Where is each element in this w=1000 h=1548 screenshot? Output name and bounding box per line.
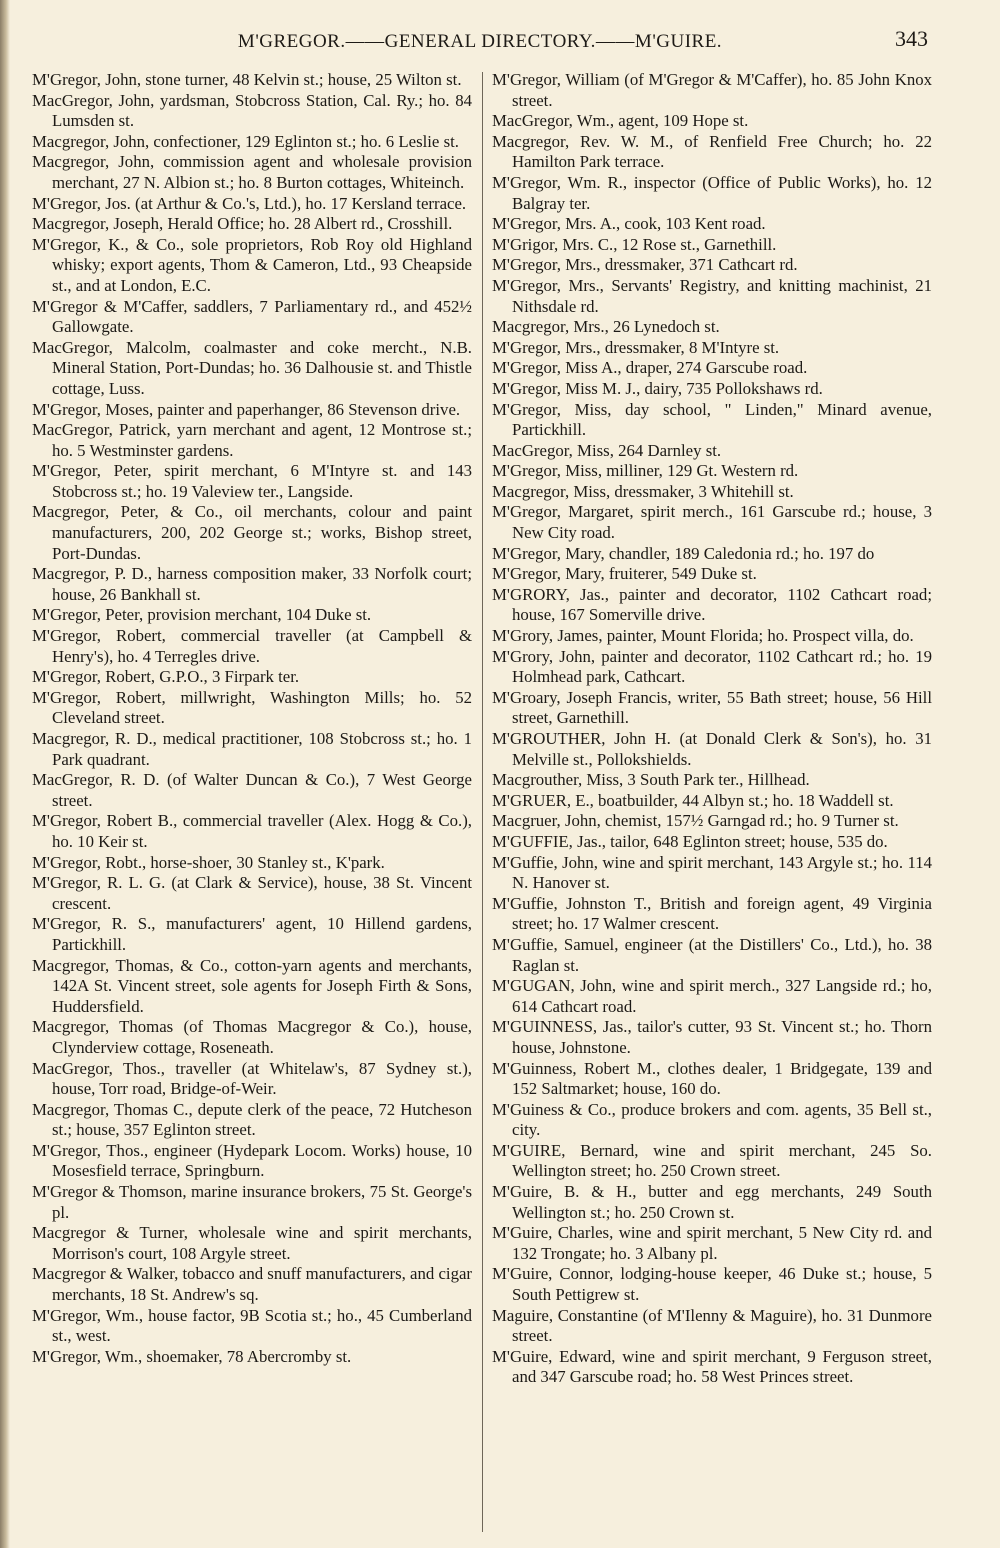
directory-entry: M'GUFFIE, Jas., tailor, 648 Eglinton street; house, 535 do. bbox=[492, 831, 888, 851]
directory-entry: M'Guire, Connor, lodging-house keeper, 46 Duke st.; house, 5 South Pettigrew st. bbox=[492, 1264, 932, 1305]
directory-entry: Macgregor, John, commission agent and wholesale provision merchant, 27 N. Albion st.; ho. 8 Burton cottages, Whiteinch. bbox=[32, 152, 472, 192]
directory-entry: MacGregor, Patrick, yarn merchant and agent, 12 Montrose st.; ho. 5 Westminster gardens. bbox=[32, 420, 472, 460]
directory-entry: M'GRORY, Jas., painter and decorator, 1102 Cathcart road; house, 167 Somerville drive. bbox=[492, 584, 932, 625]
directory-entry: Macgregor, John, confectioner, 129 Eglinton st.; ho. 6 Leslie st. bbox=[32, 131, 459, 151]
directory-entry: M'Gregor & M'Caffer, saddlers, 7 Parliamentary rd., and 452½ Gallowgate. bbox=[32, 296, 472, 337]
directory-entry: MacGregor, R. D. (of Walter Duncan & Co.), 7 West George street. bbox=[32, 770, 472, 810]
directory-entry: M'Gregor, Robt., horse-shoer, 30 Stanley st., K'park. bbox=[32, 852, 385, 872]
directory-entry: Macgregor, Mrs., 26 Lynedoch st. bbox=[492, 317, 720, 337]
directory-entry: M'Gregor, Robert B., commercial traveller (Alex. Hogg & Co.), ho. 10 Keir st. bbox=[32, 811, 472, 851]
directory-entry: M'Gregor & Thomson, marine insurance brokers, 75 St. George's pl. bbox=[32, 1182, 472, 1222]
directory-entry: M'Gregor, Wm., house factor, 9B Scotia st.; ho., 45 Cumberland st., west. bbox=[32, 1305, 472, 1346]
directory-entry: M'Gregor, John, stone turner, 48 Kelvin st.; house, 25 Wilton st. bbox=[32, 70, 462, 89]
directory-entry: M'Grory, James, painter, Mount Florida; ho. Prospect villa, do. bbox=[492, 626, 914, 646]
directory-entry: Macgruer, John, chemist, 157½ Garngad rd.; ho. 9 Turner st. bbox=[492, 811, 899, 831]
directory-entry: M'Gregor, Miss, day school, " Linden," Minard avenue, Partickhill. bbox=[492, 399, 932, 440]
directory-entry: MacGregor, Malcolm, coalmaster and coke mercht., N.B. Mineral Station, Port-Dundas; ho. 36 Dalhousie st. and Thistle cottage, Luss. bbox=[32, 337, 472, 398]
directory-entry: M'Grigor, Mrs. C., 12 Rose st., Garnethill. bbox=[492, 234, 777, 254]
directory-entry: M'Gregor, K., & Co., sole proprietors, Rob Roy old Highland whisky; export agents, Thom & Cameron, Ltd., 93 Cheapside st., and at London, E.C. bbox=[32, 234, 472, 295]
directory-entry: Macgrouther, Miss, 3 South Park ter., Hillhead. bbox=[492, 770, 810, 790]
directory-entry: M'Grory, John, painter and decorator, 1102 Cathcart rd.; ho. 19 Holmhead park, Cathcart. bbox=[492, 646, 932, 687]
directory-entry: M'Gregor, Mrs., dressmaker, 371 Cathcart rd. bbox=[492, 255, 798, 275]
directory-entry: M'Gregor, Miss M. J., dairy, 735 Pollokshaws rd. bbox=[492, 378, 823, 398]
directory-entry: Macgregor, Rev. W. M., of Renfield Free Church; ho. 22 Hamilton Park terrace. bbox=[492, 131, 932, 172]
directory-entry: M'Gregor, Miss, milliner, 129 Gt. Western rd. bbox=[492, 461, 799, 481]
directory-entry: Macgregor, Peter, & Co., oil merchants, colour and paint manufacturers, 200, 202 George st.; works, Bishop street, Port-Dundas. bbox=[32, 502, 472, 563]
directory-entry: M'Guire, B. & H., butter and egg merchants, 249 South Wellington st.; ho. 250 Crown st. bbox=[492, 1182, 932, 1222]
directory-entry: M'Guffie, Samuel, engineer (at the Distillers' Co., Ltd.), ho. 38 Raglan st. bbox=[492, 934, 932, 975]
directory-entry: Macgregor, R. D., medical practitioner, 108 Stobcross st.; ho. 1 Park quadrant. bbox=[32, 729, 472, 769]
directory-entry: M'GUGAN, John, wine and spirit merch., 327 Langside rd.; ho, 614 Cathcart road. bbox=[492, 976, 932, 1016]
directory-entry: M'Gregor, Robert, millwright, Washington Mills; ho. 52 Cleveland street. bbox=[32, 687, 472, 728]
directory-entry: M'Gregor, Mary, fruiterer, 549 Duke st. bbox=[492, 564, 757, 584]
directory-entry: M'Gregor, Mrs., dressmaker, 8 M'Intyre st. bbox=[492, 337, 780, 357]
directory-entry: M'Groary, Joseph Francis, writer, 55 Bath street; house, 56 Hill street, Garnethill. bbox=[492, 687, 932, 728]
directory-entry: M'Gregor, Robert, commercial traveller (at Campbell & Henry's), ho. 4 Terregles drive. bbox=[32, 626, 472, 666]
running-title: M'GREGOR.——GENERAL DIRECTORY.——M'GUIRE. bbox=[237, 31, 723, 52]
directory-entry: M'Gregor, R. S., manufacturers' agent, 10 Hillend gardens, Partickhill. bbox=[32, 914, 472, 954]
directory-entry: M'Guiness & Co., produce brokers and com. agents, 35 Bell st., city. bbox=[492, 1099, 932, 1140]
directory-entry: M'GRUER, E., boatbuilder, 44 Albyn st.; ho. 18 Waddell st. bbox=[492, 790, 894, 810]
column-divider bbox=[482, 72, 483, 1532]
directory-entry: M'GUINNESS, Jas., tailor's cutter, 93 St. Vincent st.; ho. Thorn house, Johnstone. bbox=[492, 1017, 932, 1057]
directory-entry: M'Gregor, William (of M'Gregor & M'Caffer), ho. 85 John Knox street. bbox=[492, 70, 932, 110]
directory-entry: MacGregor, Miss, 264 Darnley st. bbox=[492, 440, 722, 460]
directory-entry: M'Gregor, Peter, spirit merchant, 6 M'Intyre st. and 143 Stobcross st.; ho. 19 Valeview ter., Langside. bbox=[32, 461, 472, 501]
directory-entry: Macgregor & Turner, wholesale wine and spirit merchants, Morrison's court, 108 Argyle street. bbox=[32, 1223, 472, 1263]
left-column bbox=[32, 70, 472, 1367]
directory-entry: M'Gregor, Mary, chandler, 189 Caledonia rd.; ho. 197 do bbox=[492, 543, 875, 563]
directory-entry: M'Gregor, Peter, provision merchant, 104 Duke st. bbox=[32, 605, 372, 625]
directory-entry: MacGregor, Thos., traveller (at Whitelaw's, 87 Sydney st.), house, Torr road, Bridge-of-Weir. bbox=[32, 1058, 472, 1099]
directory-entry: Macgregor, Thomas C., depute clerk of the peace, 72 Hutcheson st.; house, 357 Eglinton street. bbox=[32, 1099, 472, 1140]
directory-entry: M'Guire, Charles, wine and spirit merchant, 5 New City rd. and 132 Trongate; ho. 3 Albany pl. bbox=[492, 1223, 932, 1263]
directory-entry: M'Gregor, Moses, painter and paperhanger, 86 Stevenson drive. bbox=[32, 399, 461, 419]
directory-entry: M'Gregor, Wm. R., inspector (Office of Public Works), ho. 12 Balgray ter. bbox=[492, 172, 932, 213]
directory-entry: M'Guinness, Robert M., clothes dealer, 1 Bridgegate, 139 and 152 Saltmarket; house, 160 do. bbox=[492, 1058, 932, 1099]
directory-entry: Macgregor, Thomas (of Thomas Macgregor & Co.), house, Clynderview cottage, Roseneath. bbox=[32, 1017, 472, 1057]
directory-entry: M'Gregor, Robert, G.P.O., 3 Firpark ter. bbox=[32, 667, 300, 687]
directory-entry: M'Gregor, R. L. G. (at Clark & Service), house, 38 St. Vincent crescent. bbox=[32, 873, 472, 913]
running-header bbox=[30, 30, 930, 53]
directory-entry: Macgregor, Joseph, Herald Office; ho. 28 Albert rd., Crosshill. bbox=[32, 214, 453, 234]
directory-entry: Maguire, Constantine (of M'Ilenny & Maguire), ho. 31 Dunmore street. bbox=[492, 1305, 932, 1346]
directory-entry: M'GUIRE, Bernard, wine and spirit merchant, 245 So. Wellington street; ho. 250 Crown street. bbox=[492, 1140, 932, 1181]
directory-entry: M'Gregor, Jos. (at Arthur & Co.'s, Ltd.), ho. 17 Kersland terrace. bbox=[32, 193, 467, 213]
directory-entry: Macgregor, P. D., harness composition maker, 33 Norfolk court; house, 26 Bankhall st. bbox=[32, 564, 472, 604]
directory-entry: M'Gregor, Thos., engineer (Hydepark Locom. Works) house, 10 Mosesfield terrace, Springburn. bbox=[32, 1140, 472, 1181]
directory-entry: M'Gregor, Wm., shoemaker, 78 Abercromby st. bbox=[32, 1346, 352, 1366]
right-column bbox=[492, 70, 932, 1388]
directory-entry: MacGregor, John, yardsman, Stobcross Station, Cal. Ry.; ho. 84 Lumsden st. bbox=[32, 90, 472, 131]
page-number: 343 bbox=[895, 26, 928, 51]
directory-entry: M'Guffie, Johnston T., British and foreign agent, 49 Virginia street; ho. 17 Walmer crescent. bbox=[492, 893, 932, 934]
directory-entry: M'Gregor, Miss A., draper, 274 Garscube road. bbox=[492, 358, 808, 378]
directory-entry: Macgregor, Thomas, & Co., cotton-yarn agents and merchants, 142A St. Vincent street, sole agents for Joseph Firth & Sons, Huddersfield. bbox=[32, 955, 472, 1016]
directory-entry: Macgregor & Walker, tobacco and snuff manufacturers, and cigar merchants, 18 St. Andrew's sq. bbox=[32, 1264, 473, 1305]
directory-entry: Macgregor, Miss, dressmaker, 3 Whitehill st. bbox=[492, 481, 794, 501]
directory-entry: M'Gregor, Margaret, spirit merch., 161 Garscube rd.; house, 3 New City road. bbox=[492, 502, 932, 543]
directory-entry: MacGregor, Wm., agent, 109 Hope st. bbox=[492, 111, 749, 131]
directory-entry: M'Gregor, Mrs. A., cook, 103 Kent road. bbox=[492, 214, 766, 234]
directory-entry: M'Guire, Edward, wine and spirit merchant, 9 Ferguson street, and 347 Garscube road; ho. 58 West Princes street. bbox=[492, 1346, 932, 1387]
directory-entry: M'GROUTHER, John H. (at Donald Clerk & Son's), ho. 31 Melville st., Pollokshields. bbox=[492, 729, 932, 769]
book-spine-shadow bbox=[0, 0, 10, 1548]
directory-entry: M'Gregor, Mrs., Servants' Registry, and knitting machinist, 21 Nithsdale rd. bbox=[492, 275, 932, 316]
directory-entry: M'Guffie, John, wine and spirit merchant, 143 Argyle st.; ho. 114 N. Hanover st. bbox=[492, 852, 932, 893]
